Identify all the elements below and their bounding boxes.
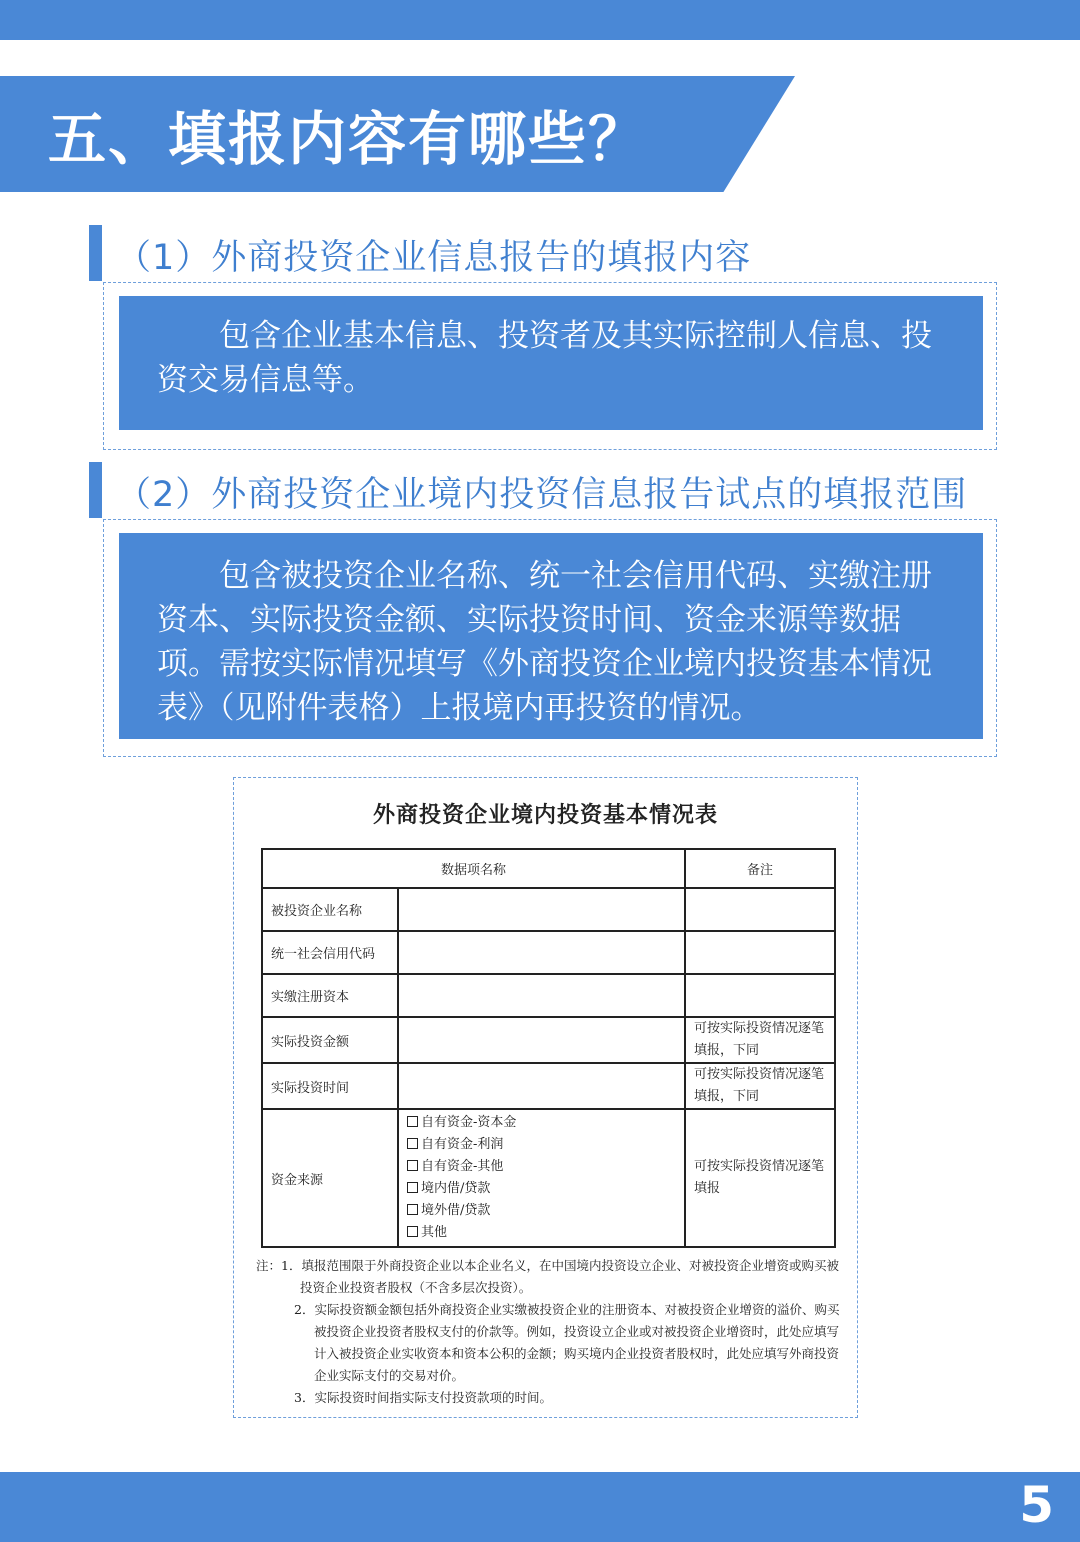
section-1-marker — [89, 225, 102, 281]
form-note-3: 3．实际投资时间指实际支付投资款项的时间。 — [294, 1390, 552, 1405]
section-2-content — [119, 533, 983, 739]
form-title: 外商投资企业境内投资基本情况表 — [372, 802, 718, 828]
funding-option-checkbox: 自有资金-利润 — [407, 1134, 676, 1156]
section-1-heading: （1）外商投资企业信息报告的填报内容 — [116, 238, 752, 278]
form-row — [262, 974, 835, 1017]
form-row — [262, 1063, 835, 1109]
form-notes — [256, 1255, 841, 1409]
funding-option-checkbox: 其他 — [407, 1222, 676, 1244]
form-row-label: 实缴注册资本 — [262, 974, 398, 1017]
footer-bar — [0, 1472, 1080, 1542]
form-header-row — [262, 849, 835, 888]
funding-option-checkbox: 自有资金-资本金 — [407, 1112, 676, 1134]
form-figure — [233, 777, 858, 1418]
page-title: 五、填报内容有哪些？ — [48, 105, 649, 173]
form-row-label: 实际投资金额 — [262, 1017, 398, 1063]
form-header-remark: 备注 — [685, 849, 835, 888]
form-row — [262, 931, 835, 974]
funding-option-checkbox: 自有资金-其他 — [407, 1156, 676, 1178]
form-note-2: 2．实际投资额金额包括外商投资企业实缴被投资企业的注册资本、对被投资企业增资的溢价、购买被投资企业投资者股权支付的价款等。例如，投资设立企业或对被投资企业增资时，此处应填写计入被投资企业实收资本和资本公积的金额；购买境内企业投资者股权时，此处应填写外商投资企业实际支付的交易对价。 — [294, 1302, 840, 1383]
top-accent-bar — [0, 0, 1080, 40]
form-row-remark — [685, 888, 835, 931]
page-number: 5 — [1019, 1476, 1054, 1534]
form-row-label: 被投资企业名称 — [262, 888, 398, 931]
form-table — [261, 848, 836, 1248]
funding-options — [398, 1109, 685, 1247]
section-1-content — [119, 296, 983, 430]
section-2-marker — [89, 462, 102, 518]
form-row-remark — [685, 974, 835, 1017]
form-row-label: 实际投资时间 — [262, 1063, 398, 1109]
funding-option-checkbox: 境内借/贷款 — [407, 1178, 676, 1200]
form-row — [262, 1017, 835, 1063]
section-2-body: 包含被投资企业名称、统一社会信用代码、实缴注册资本、实际投资金额、实际投资时间、资金来源等数据项。需按实际情况填写《外商投资企业境内投资基本情况表》（见附件表格）上报境内再投资的情况。 — [157, 558, 932, 726]
section-1-body: 包含企业基本信息、投资者及其实际控制人信息、投资交易信息等。 — [157, 318, 932, 398]
form-row-remark: 可按实际投资情况逐笔填报，下同 — [685, 1063, 835, 1109]
form-row-remark — [685, 931, 835, 974]
form-row-remark: 可按实际投资情况逐笔填报，下同 — [685, 1017, 835, 1063]
form-note-1: 注：1．填报范围限于外商投资企业以本企业名义，在中国境内投资设立企业、对被投资企业增资或购买被投资企业投资者股权（不含多层次投资）。 — [256, 1258, 839, 1295]
form-row-funding — [262, 1109, 835, 1247]
form-row-label: 统一社会信用代码 — [262, 931, 398, 974]
form-row-value — [398, 931, 685, 974]
funding-option-checkbox: 境外借/贷款 — [407, 1200, 676, 1222]
section-2-heading: （2）外商投资企业境内投资信息报告试点的填报范围 — [116, 475, 968, 515]
form-header-name: 数据项名称 — [262, 849, 685, 888]
form-row-value — [398, 1017, 685, 1063]
form-row — [262, 888, 835, 931]
form-row-value — [398, 1063, 685, 1109]
form-row-label: 资金来源 — [262, 1109, 398, 1247]
form-row-value — [398, 888, 685, 931]
form-row-remark: 可按实际投资情况逐笔填报 — [685, 1109, 835, 1247]
form-row-value — [398, 974, 685, 1017]
